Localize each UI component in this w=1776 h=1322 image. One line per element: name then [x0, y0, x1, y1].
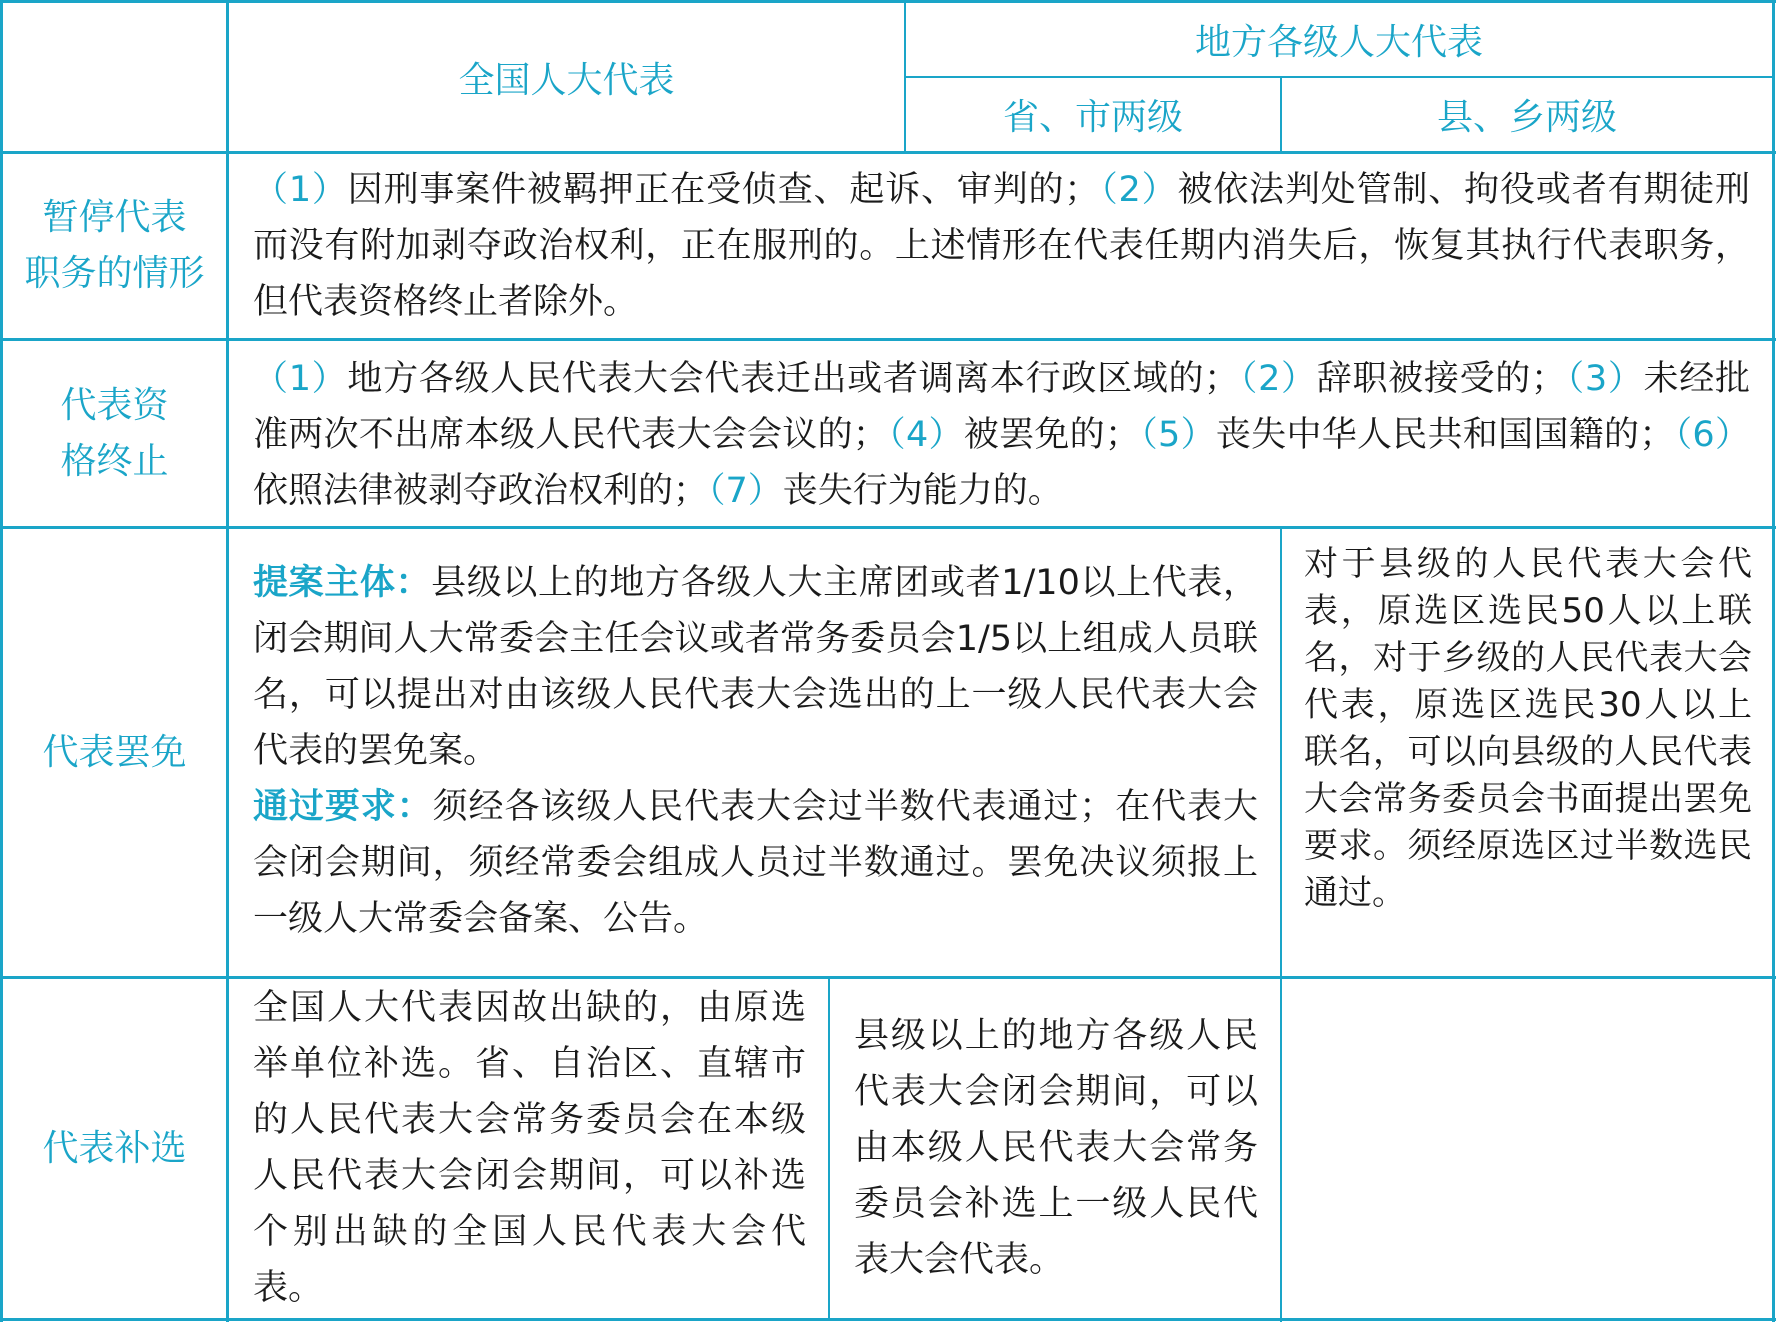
row-label-terminate-line1: 代表资	[60, 384, 169, 426]
suspend-num-2: （2）	[1099, 170, 1178, 210]
row-label-recall: 代表罢免	[42, 731, 187, 773]
byelection-provincial-content: 县级以上的地方各级人民代表大会闭会期间，可以由本级人民代表大会常务委员会补选上一级人民代表大会代表。	[854, 1016, 1258, 1280]
row-label-suspend	[3, 154, 226, 338]
border-bottom	[0, 1318, 1776, 1321]
recall-county-content: 对于县级的人民代表大会代表，原选区选民50人以上联名，对于乡级的人民代表大会代表，原选区选民30人以上联名，可以向县级的人民代表大会常务委员会书面提出罢免要求。须经原选区过半数选民通过。	[1304, 544, 1752, 913]
border-right	[1772, 0, 1775, 1322]
row-label-byelection: 代表补选	[42, 1127, 187, 1169]
byelection-county-empty	[1282, 979, 1772, 1318]
suspend-text-2: 被依法判处管制、拘役或者有期徒刑而没有附加剥夺政治权利，正在服刑的。上述情形在代表任期内消失后，恢复其执行代表职务，但代表资格终止者除外。	[253, 170, 1750, 322]
terminate-num-6: （6）	[1674, 415, 1750, 455]
terminate-num-1: （1）	[253, 359, 348, 399]
terminate-num-2: （2）	[1239, 359, 1317, 399]
header-national: 全国人大代表	[458, 59, 675, 101]
divider-row1	[0, 338, 1776, 341]
terminate-num-4: （4）	[887, 415, 964, 455]
suspend-num-1: （1）	[253, 170, 348, 210]
recall-content	[229, 555, 1280, 976]
divider-row2	[0, 526, 1776, 529]
suspend-content	[229, 162, 1772, 338]
divider-header-bottom	[0, 151, 1776, 154]
suspend-text-1: 因刑事案件被羁押正在受侦查、起诉、审判的；	[347, 170, 1100, 210]
header-provincial: 省、市两级	[1002, 97, 1183, 138]
terminate-num-3: （3）	[1565, 359, 1644, 399]
terminate-text-6: 依照法律被剥夺政治权利的；	[253, 471, 709, 511]
header-county: 县、乡两级	[1436, 97, 1617, 138]
recall-key-proposer: 提案主体：	[253, 563, 432, 603]
row-label-terminate-line2: 格终止	[60, 440, 169, 482]
row-label-suspend-line2: 职务的情形	[24, 253, 205, 294]
terminate-content	[229, 351, 1772, 526]
terminate-text-7: 丧失行为能力的。	[782, 471, 1063, 511]
recall-key-requirement: 通过要求：	[253, 787, 433, 827]
terminate-text-2: 辞职被接受的；	[1316, 359, 1566, 399]
terminate-text-3: 未经批准两次不出席本级人民代表大会会议的；	[253, 359, 1750, 455]
header-local: 地方各级人大代表	[1194, 22, 1483, 63]
terminate-text-1: 地方各级人民代表大会代表迁出或者调离本行政区域的；	[347, 359, 1240, 399]
recall-text-requirement: 须经各该级人民代表大会过半数代表通过；在代表大会闭会期间，须经常委会组成人员过半数通过。罢免决议须报上一级人大常委会备案、公告。	[253, 787, 1258, 939]
row-label-terminate	[3, 341, 226, 526]
terminate-text-4: 被罢免的；	[963, 415, 1140, 455]
recall-text-proposer: 县级以上的地方各级人大主席团或者1/10以上代表，闭会期间人大常委会主任会议或者常务委员会1/5以上组成人员联名，可以提出对由该级人民代表大会选出的上一级人民代表大会代表的罢免案。	[253, 563, 1258, 771]
terminate-num-5: （5）	[1139, 415, 1216, 455]
row-label-suspend-line1: 暂停代表	[42, 197, 187, 238]
terminate-num-7: （7）	[708, 471, 783, 511]
byelection-national-content: 全国人大代表因故出缺的，由原选举单位补选。省、自治区、直辖市的人民代表大会常务委员会在本级人民代表大会闭会期间，可以补选个别出缺的全国人民代表大会代表。	[253, 988, 806, 1308]
terminate-text-5: 丧失中华人民共和国国籍的；	[1215, 415, 1675, 455]
